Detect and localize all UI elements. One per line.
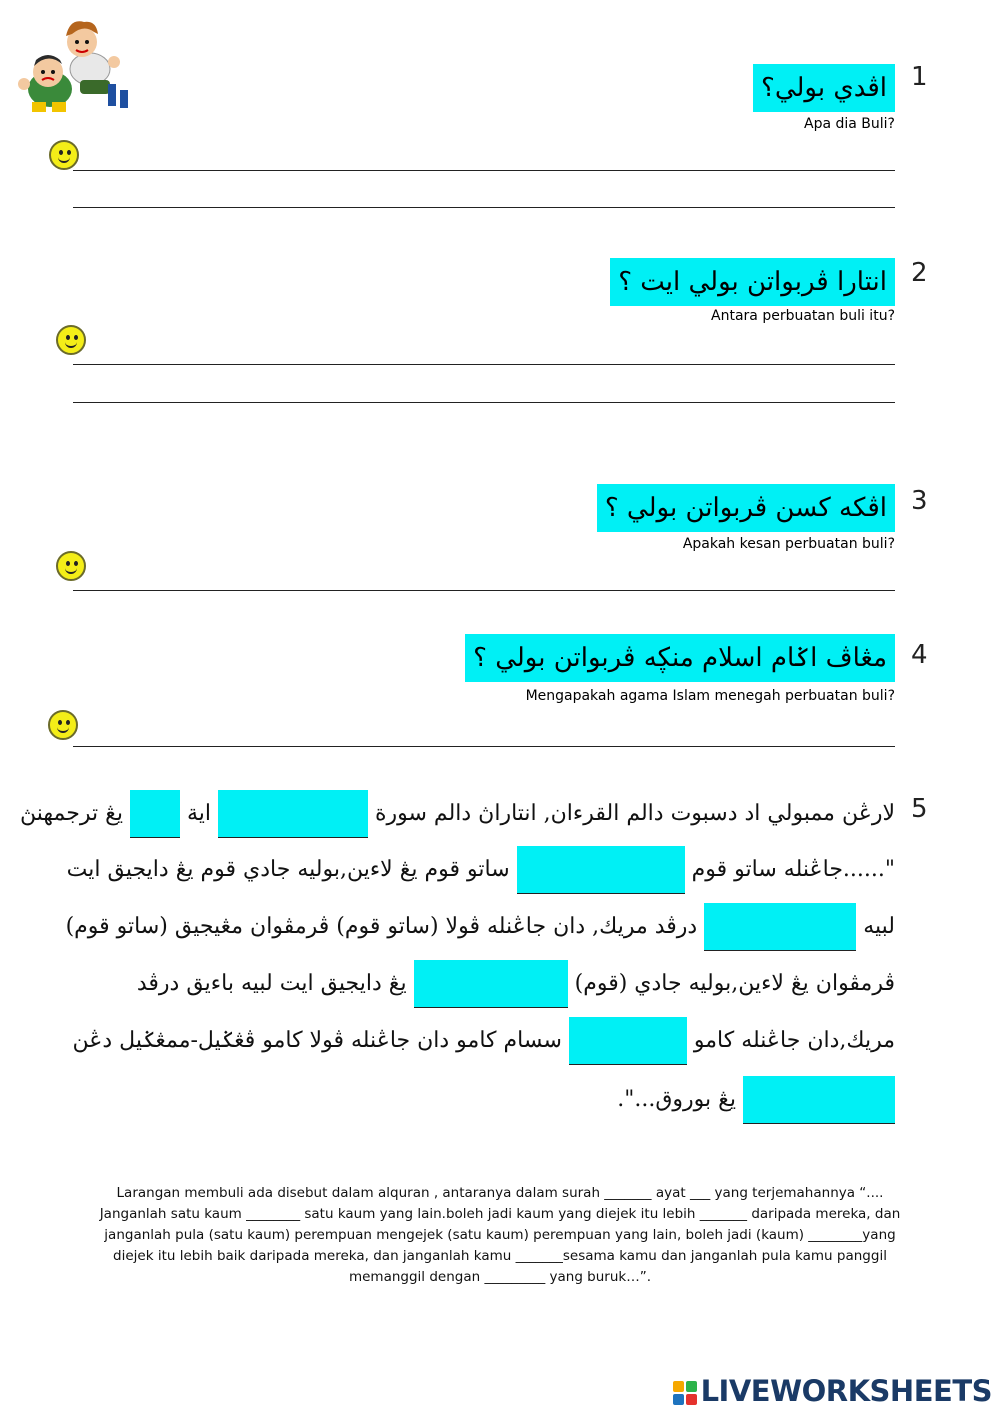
bully-cartoon-icon [10, 14, 135, 124]
question-2-arabic: انتارا ڤربواتن بولي ايت ؟ [610, 258, 895, 306]
question-number: 4 [911, 640, 928, 670]
blank-2[interactable] [517, 846, 685, 894]
malay-line: memanggil dengan _________ yang buruk…”. [348, 1269, 652, 1285]
answer-line[interactable] [73, 207, 895, 208]
q5-line-2 [67, 846, 895, 894]
answer-line[interactable] [73, 590, 895, 591]
q5-text: لبيه [863, 914, 895, 939]
smiley-icon [56, 325, 86, 355]
blank-3[interactable] [704, 903, 856, 951]
blank-surah[interactable] [218, 790, 368, 838]
blank-5[interactable] [569, 1017, 687, 1065]
question-1-arabic: اڤدي بولي؟ [753, 64, 895, 112]
q5-text: اية [186, 801, 211, 826]
q5-text: ڤرمڤوان يڠ لاءين,بوليه جادي (قوم) [574, 971, 895, 996]
blank-6[interactable] [743, 1076, 895, 1124]
q5-text: يڠ دايجيق ايت لبيه باءيق درڤد [136, 971, 407, 996]
q5-text: لارڠن ممبولي اد دسبوت دالم القرءان, انتاراڽ دالم سورة [374, 801, 895, 826]
question-2-malay: Antara perbuatan buli itu? [711, 308, 895, 324]
q5-text: "......جاڠنله ساتو قوم [691, 857, 895, 882]
liveworksheets-logo [673, 1374, 992, 1408]
malay-line: janganlah pula (satu kaum) perempuan mengejek (satu kaum) perempuan yang lain, boleh jadi (kaum) ________yang [104, 1227, 896, 1243]
q5-text: مريك,دان جاڠنله كامو [693, 1028, 895, 1053]
question-4-arabic: مڠاڤ اݢام اسلام منڮه ڤربواتن بولي ؟ [465, 634, 895, 682]
answer-line[interactable] [73, 402, 895, 403]
q5-line-5 [73, 1017, 895, 1065]
q5-text: سسام كامو دان جاڠنله ڤولا كامو ڤڠݢيل-ممڠݢيل دڠن [72, 1028, 562, 1053]
question-number: 5 [911, 794, 928, 824]
blank-ayat[interactable] [130, 790, 180, 838]
q5-line-4 [137, 960, 895, 1008]
q5-text: يڠ ترجمهنڽ [20, 801, 123, 826]
question-3-arabic: اڤكه كسن ڤربواتن بولي ؟ [597, 484, 895, 532]
smiley-icon [48, 710, 78, 740]
q5-text: درڤد مريك, دان جاڠنله ڤولا (ساتو قوم) ڤرمڤوان مڠيجيق (ساتو قوم) [65, 914, 698, 939]
malay-line: Janganlah satu kaum ________ satu kaum yang lain.boleh jadi kaum yang diejek itu lebih _______ daripada mereka, dan [99, 1206, 901, 1222]
malay-line: Larangan membuli ada disebut dalam alquran , antaranya dalam surah _______ ayat ___ yang terjemahannya “.... [116, 1185, 884, 1201]
answer-line[interactable] [73, 170, 895, 171]
q5-line-1 [20, 790, 895, 838]
q5-text: ساتو قوم يڠ لاءين,بوليه جادي قوم يڠ دايجيق ايت [66, 857, 510, 882]
malay-line: diejek itu lebih baik daripada mereka, dan janganlah kamu _______sesama kamu dan janganlah pula kamu panggil [113, 1248, 887, 1264]
logo-grid-icon [673, 1381, 697, 1405]
answer-line[interactable] [73, 746, 895, 747]
malay-translation [80, 1183, 920, 1288]
question-number: 1 [911, 62, 928, 92]
q5-text: يڠ بوروق...". [617, 1087, 736, 1112]
blank-4[interactable] [414, 960, 568, 1008]
question-number: 3 [911, 486, 928, 516]
q5-line-3 [66, 903, 895, 951]
smiley-icon [49, 140, 79, 170]
smiley-icon [56, 551, 86, 581]
question-3-malay: Apakah kesan perbuatan buli? [682, 536, 895, 552]
answer-line[interactable] [73, 364, 895, 365]
question-4-malay: Mengapakah agama Islam menegah perbuatan buli? [525, 688, 895, 704]
question-number: 2 [911, 258, 928, 288]
q5-line-6 [617, 1076, 895, 1124]
question-1-malay: Apa dia Buli? [804, 116, 895, 132]
logo-text: LIVEWORKSHEETS [700, 1374, 992, 1408]
